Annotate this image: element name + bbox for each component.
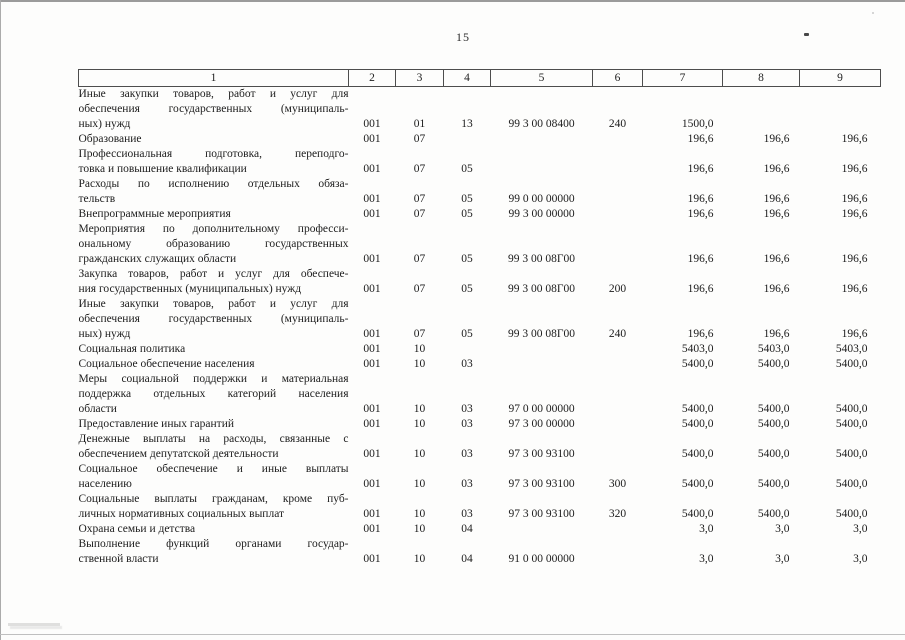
row-cell-col5: 97 3 00 00000 <box>508 418 575 430</box>
row-cell-col6: 300 <box>608 478 627 490</box>
row-cell-col6 <box>593 522 643 537</box>
row-cell-col4: 13 <box>461 118 473 130</box>
table-row <box>79 357 881 372</box>
row-cell-col7: 5400,0 <box>681 403 714 415</box>
row-cell-col3: 10 <box>413 403 426 415</box>
table-row <box>79 522 881 537</box>
row-cell-col3: 10 <box>413 358 426 370</box>
row-cell-col9 <box>800 87 881 133</box>
table-row <box>79 222 881 267</box>
row-cell-col7: 196,6 <box>687 253 714 265</box>
scan-dot-artifact <box>872 12 874 14</box>
row-cell-col8: 3,0 <box>775 523 790 535</box>
row-cell-col4: 04 <box>461 553 473 565</box>
row-cell-col4: 05 <box>461 163 473 175</box>
table-row <box>79 147 881 177</box>
description-line: Денежные выплаты на расходы, связанные с <box>78 433 349 445</box>
description-line: Выполнение функций органами государ- <box>78 538 349 550</box>
table-row <box>79 342 881 357</box>
row-cell-col3: 07 <box>413 253 426 265</box>
description-line: Социальные выплаты гражданам, кроме пуб- <box>78 493 349 505</box>
row-cell-col8: 196,6 <box>763 163 790 175</box>
row-cell-col4 <box>444 342 491 357</box>
row-cell-col5: 97 3 00 93100 <box>508 448 575 460</box>
row-cell-col5: 99 3 00 08Г00 <box>507 253 576 265</box>
row-cell-col4: 05 <box>461 328 473 340</box>
row-cell-col8: 196,6 <box>763 193 790 205</box>
row-description <box>79 297 349 342</box>
column-header-6: 6 <box>593 70 643 87</box>
budget-appropriations-table <box>78 69 881 567</box>
row-cell-col8: 5400,0 <box>757 418 790 430</box>
row-cell-col6 <box>593 222 643 267</box>
row-cell-col3: 10 <box>413 343 426 355</box>
description-line: Профессиональная подготовка, переподго- <box>78 148 349 160</box>
table-row <box>79 432 881 462</box>
table-row <box>79 297 881 342</box>
table-header-row <box>79 70 881 87</box>
row-cell-col6 <box>593 147 643 177</box>
table-row <box>79 537 881 567</box>
column-header-9: 9 <box>800 70 881 87</box>
row-cell-col6: 240 <box>608 118 627 130</box>
row-cell-col4: 03 <box>461 418 473 430</box>
row-cell-col7: 1500,0 <box>681 118 714 130</box>
row-cell-col6: 320 <box>608 508 627 520</box>
description-line: Мероприятия по дополнительному професси- <box>78 223 349 235</box>
row-cell-col2: 001 <box>363 478 381 490</box>
row-description <box>79 207 349 222</box>
row-cell-col3: 07 <box>413 163 426 175</box>
description-line: Социальное обеспечение населения <box>78 358 255 370</box>
row-cell-col7: 5400,0 <box>681 478 714 490</box>
row-cell-col6: 240 <box>608 328 627 340</box>
row-cell-col7: 5400,0 <box>681 418 714 430</box>
description-line: Охрана семьи и детства <box>78 523 196 535</box>
description-line: области <box>78 403 117 415</box>
description-line: личных нормативных социальных выплат <box>78 508 285 520</box>
row-cell-col9: 5400,0 <box>835 358 868 370</box>
row-cell-col8: 5400,0 <box>757 358 790 370</box>
row-cell-col9: 196,6 <box>841 208 868 220</box>
row-cell-col9: 196,6 <box>841 328 868 340</box>
row-description <box>79 222 349 267</box>
row-cell-col9: 5403,0 <box>835 343 868 355</box>
column-header-1: 1 <box>79 70 349 87</box>
row-cell-col2: 001 <box>363 523 381 535</box>
row-cell-col3: 07 <box>413 328 426 340</box>
description-line: ональному образованию государственных <box>78 238 349 250</box>
description-line: ния государственных (муниципальных) нужд <box>78 283 302 295</box>
row-cell-col7: 196,6 <box>687 328 714 340</box>
row-cell-col5 <box>491 147 593 177</box>
row-cell-col5: 97 0 00 00000 <box>508 403 575 415</box>
description-line: Закупка товаров, работ и услуг для обеспече- <box>78 268 349 280</box>
row-cell-col2: 001 <box>363 208 381 220</box>
row-cell-col5: 97 3 00 93100 <box>508 478 575 490</box>
row-cell-col5 <box>491 132 593 147</box>
row-cell-col9: 5400,0 <box>835 403 868 415</box>
description-line: обеспечением депутатской деятельности <box>78 448 279 460</box>
row-cell-col4: 03 <box>461 403 473 415</box>
row-cell-col2: 001 <box>363 553 381 565</box>
description-line: Внепрограммные мероприятия <box>78 208 231 220</box>
row-cell-col2: 001 <box>363 328 381 340</box>
row-cell-col6 <box>593 177 643 207</box>
table-row <box>79 87 881 133</box>
description-line: Меры социальной поддержки и материальная <box>78 373 349 385</box>
row-cell-col6 <box>593 207 643 222</box>
row-cell-col9: 196,6 <box>841 163 868 175</box>
row-cell-col2: 001 <box>363 343 381 355</box>
scan-smudge-artifact <box>8 623 60 626</box>
column-header-5: 5 <box>491 70 593 87</box>
row-cell-col9: 3,0 <box>853 523 868 535</box>
row-cell-col5: 99 3 00 08Г00 <box>507 328 576 340</box>
table-row <box>79 132 881 147</box>
row-cell-col8: 196,6 <box>763 283 790 295</box>
scan-speck-artifact <box>804 33 809 36</box>
row-description <box>79 267 349 297</box>
row-cell-col4: 03 <box>461 478 473 490</box>
row-cell-col3: 10 <box>413 448 426 460</box>
description-line: поддержка отдельных категорий населения <box>78 388 349 400</box>
row-cell-col8: 196,6 <box>763 208 790 220</box>
row-cell-col2: 001 <box>363 283 381 295</box>
row-cell-col2: 001 <box>363 163 381 175</box>
row-description <box>79 372 349 417</box>
description-line: ственной власти <box>78 553 159 565</box>
row-cell-col2: 001 <box>363 253 381 265</box>
row-cell-col2: 001 <box>363 418 381 430</box>
row-description <box>79 147 349 177</box>
column-header-4: 4 <box>444 70 491 87</box>
row-cell-col8 <box>723 87 800 133</box>
row-cell-col6 <box>593 357 643 372</box>
row-cell-col7: 5403,0 <box>681 343 714 355</box>
row-cell-col7: 196,6 <box>687 208 714 220</box>
row-cell-col9: 5400,0 <box>835 418 868 430</box>
row-cell-col4: 05 <box>461 283 473 295</box>
row-cell-col7: 196,6 <box>687 133 714 145</box>
description-line: населению <box>78 478 132 490</box>
row-cell-col9: 196,6 <box>841 253 868 265</box>
row-cell-col2: 001 <box>363 118 381 130</box>
row-cell-col6: 200 <box>608 283 627 295</box>
row-cell-col3: 07 <box>413 208 426 220</box>
description-line: Социальная политика <box>78 343 186 355</box>
row-cell-col5 <box>491 522 593 537</box>
description-line: Образование <box>78 133 142 145</box>
page-number: 15 <box>456 30 470 44</box>
description-line: товка и повышение квалификации <box>78 163 247 175</box>
row-cell-col5: 99 3 00 00000 <box>508 208 575 220</box>
row-description <box>79 492 349 522</box>
description-line: обеспечения государственных (муниципаль- <box>78 103 349 115</box>
row-cell-col9: 196,6 <box>841 283 868 295</box>
row-cell-col6 <box>593 372 643 417</box>
row-description <box>79 522 349 537</box>
description-line: Иные закупки товаров, работ и услуг для <box>78 88 349 100</box>
description-line: ных) нужд <box>78 118 131 130</box>
row-cell-col9: 5400,0 <box>835 508 868 520</box>
row-cell-col7: 5400,0 <box>681 448 714 460</box>
row-cell-col3: 07 <box>413 283 426 295</box>
table-row <box>79 492 881 522</box>
row-cell-col8: 196,6 <box>763 253 790 265</box>
description-line: Предоставление иных гарантий <box>78 418 235 430</box>
row-cell-col2: 001 <box>363 133 381 145</box>
row-cell-col7: 5400,0 <box>681 508 714 520</box>
row-description <box>79 432 349 462</box>
row-cell-col5: 99 0 00 00000 <box>508 193 575 205</box>
row-cell-col5 <box>491 342 593 357</box>
row-cell-col8: 5400,0 <box>757 448 790 460</box>
column-header-2: 2 <box>349 70 396 87</box>
row-cell-col5: 99 3 00 08Г00 <box>507 283 576 295</box>
row-cell-col4: 05 <box>461 193 473 205</box>
row-cell-col4: 03 <box>461 508 473 520</box>
row-cell-col5: 91 0 00 00000 <box>508 553 575 565</box>
description-line: ных) нужд <box>78 328 131 340</box>
table-row <box>79 207 881 222</box>
row-cell-col2: 001 <box>363 193 381 205</box>
row-cell-col8: 3,0 <box>775 553 790 565</box>
table-row <box>79 267 881 297</box>
description-line: обеспечения государственных (муниципаль- <box>78 313 349 325</box>
row-cell-col3: 07 <box>413 193 426 205</box>
row-description <box>79 177 349 207</box>
row-cell-col7: 196,6 <box>687 163 714 175</box>
row-cell-col6 <box>593 342 643 357</box>
row-cell-col2: 001 <box>363 508 381 520</box>
row-cell-col6 <box>593 537 643 567</box>
row-cell-col9: 196,6 <box>841 133 868 145</box>
table-row <box>79 372 881 417</box>
row-cell-col4 <box>444 132 491 147</box>
row-cell-col9: 5400,0 <box>835 478 868 490</box>
scan-edge-bottom <box>0 634 905 635</box>
description-line: гражданских служащих области <box>78 253 237 265</box>
row-cell-col3: 10 <box>413 478 426 490</box>
row-cell-col4: 05 <box>461 253 473 265</box>
row-cell-col9: 3,0 <box>853 553 868 565</box>
row-cell-col3: 10 <box>413 553 426 565</box>
row-description <box>79 537 349 567</box>
row-cell-col8: 196,6 <box>763 328 790 340</box>
row-cell-col9: 5400,0 <box>835 448 868 460</box>
row-cell-col4: 03 <box>461 358 473 370</box>
description-line: Расходы по исполнению отдельных обяза- <box>78 178 349 190</box>
row-description <box>79 417 349 432</box>
row-description <box>79 357 349 372</box>
table-header <box>79 70 881 87</box>
description-line: Социальное обеспечение и иные выплаты <box>78 463 349 475</box>
row-cell-col8: 5400,0 <box>757 478 790 490</box>
row-cell-col7: 3,0 <box>699 553 714 565</box>
row-cell-col3: 07 <box>413 133 426 145</box>
row-cell-col3: 10 <box>413 508 426 520</box>
row-cell-col8: 5400,0 <box>757 403 790 415</box>
column-header-7: 7 <box>643 70 723 87</box>
row-cell-col8: 5403,0 <box>757 343 790 355</box>
table-row <box>79 462 881 492</box>
row-cell-col4: 03 <box>461 448 473 460</box>
scan-edge-left <box>0 0 1 640</box>
row-cell-col5 <box>491 357 593 372</box>
row-cell-col7: 3,0 <box>699 523 714 535</box>
row-cell-col6 <box>593 417 643 432</box>
row-cell-col2: 001 <box>363 403 381 415</box>
row-cell-col8: 196,6 <box>763 133 790 145</box>
row-cell-col2: 001 <box>363 358 381 370</box>
column-header-8: 8 <box>723 70 800 87</box>
row-cell-col6 <box>593 132 643 147</box>
table-row <box>79 417 881 432</box>
row-description <box>79 342 349 357</box>
row-cell-col3: 10 <box>413 523 426 535</box>
row-cell-col5: 97 3 00 93100 <box>508 508 575 520</box>
row-description <box>79 462 349 492</box>
row-cell-col4: 05 <box>461 208 473 220</box>
row-cell-col7: 5400,0 <box>681 358 714 370</box>
row-cell-col3: 01 <box>413 118 426 130</box>
row-cell-col8: 5400,0 <box>757 508 790 520</box>
row-cell-col4: 04 <box>461 523 473 535</box>
column-header-3: 3 <box>396 70 444 87</box>
row-description <box>79 87 349 133</box>
row-cell-col6 <box>593 432 643 462</box>
row-cell-col2: 001 <box>363 448 381 460</box>
description-line: тельств <box>78 193 116 205</box>
row-cell-col5: 99 3 00 08400 <box>508 118 575 130</box>
row-cell-col7: 196,6 <box>687 283 714 295</box>
description-line: Иные закупки товаров, работ и услуг для <box>78 298 349 310</box>
table-body <box>79 87 881 568</box>
table-row <box>79 177 881 207</box>
row-cell-col9: 196,6 <box>841 193 868 205</box>
row-cell-col7: 196,6 <box>687 193 714 205</box>
scan-edge-top <box>0 0 905 2</box>
row-description <box>79 132 349 147</box>
row-cell-col3: 10 <box>413 418 426 430</box>
